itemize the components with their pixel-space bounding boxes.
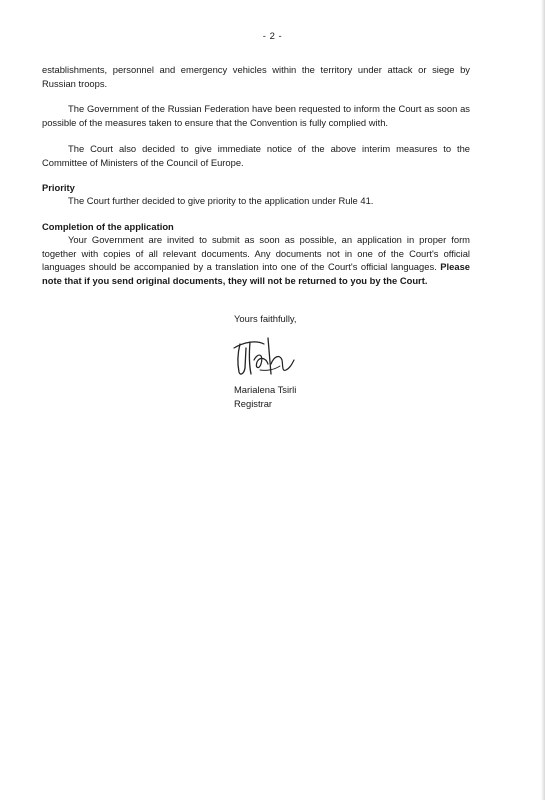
completion-heading: Completion of the application xyxy=(42,221,174,232)
paragraph-text: The Government of the Russian Federation have been requested to inform the Court as soon as possible of the measures taken to ensure that the Convention is fully complied with. xyxy=(42,103,470,128)
signatory-name: Marialena Tsirli xyxy=(234,384,297,395)
priority-heading: Priority xyxy=(42,182,75,193)
page-edge xyxy=(541,0,545,800)
completion-body: Your Government are invited to submit as soon as possible, an application in proper form together with copies of all relevant documents. Any documents not in one of the Court's official languages should be accompanied by a translation into one of the Court's official languages. xyxy=(42,234,470,273)
signatory-title: Registrar xyxy=(234,398,273,409)
completion-text xyxy=(42,233,470,287)
section-completion xyxy=(42,220,470,287)
completion-warning: Please note that if you send original documents, they will not be returned to you by the Court. xyxy=(42,261,470,286)
priority-text: The Court further decided to give priority to the application under Rule 41. xyxy=(68,195,374,206)
paragraph-text: establishments, personnel and emergency vehicles within the territory under attack or siege by Russian troops. xyxy=(42,64,470,89)
paragraph-continuation xyxy=(42,63,470,90)
section-priority xyxy=(42,181,470,208)
page-number: - 2 - xyxy=(262,31,283,42)
handwritten-signature xyxy=(230,330,300,382)
paragraph-interim-notice xyxy=(42,142,470,169)
closing-salutation: Yours faithfully, xyxy=(234,313,297,324)
paragraph-measures-request xyxy=(42,102,470,129)
paragraph-text: The Court also decided to give immediate notice of the above interim measures to the Committee of Ministers of the Council of Europe. xyxy=(42,143,470,168)
